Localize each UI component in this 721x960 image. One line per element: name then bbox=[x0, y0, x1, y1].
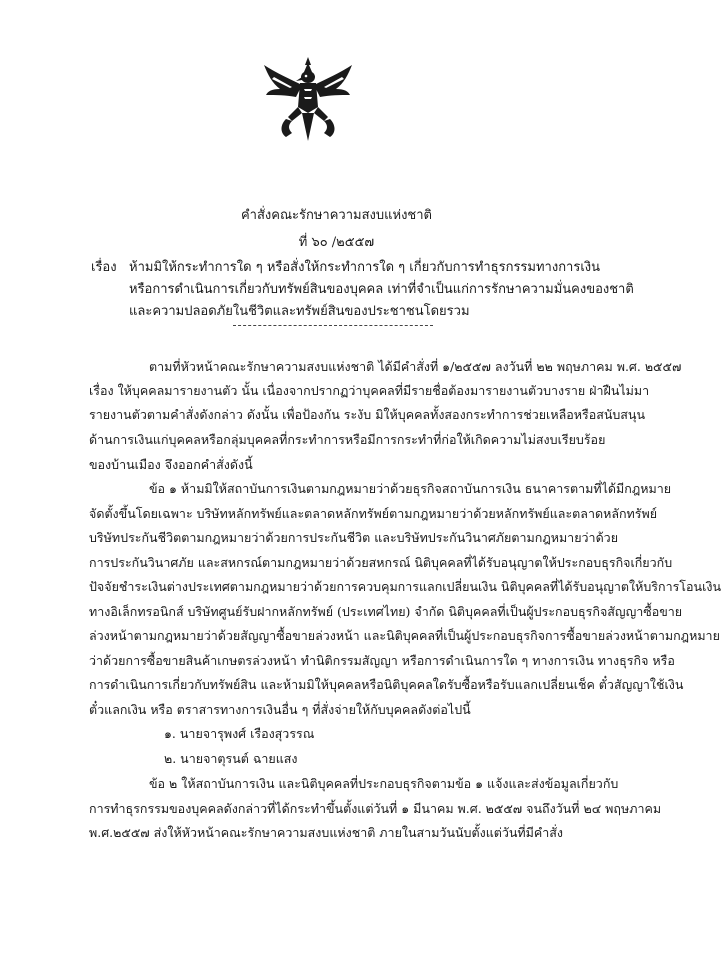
text-line: การประกันวินาศภัย และสหกรณ์ตามกฎหมายว่าด้วยสหกรณ์ นิติบุคคลที่ได้รับอนุญาตให้ประกอบธุรกิจเกี่ยวกับ bbox=[89, 555, 673, 570]
text-line: บริษัทประกันชีวิตตามกฎหมายว่าด้วยการประกันชีวิต และบริษัทประกันวินาศภัยตามกฎหมายว่าด้วย bbox=[89, 530, 619, 545]
text-line: ข้อ ๒ ให้สถาบันการเงิน และนิติบุคคลที่ประกอบธุรกิจตามข้อ ๑ แจ้งและส่งข้อมูลเกี่ยวกับ bbox=[149, 776, 619, 791]
text-line: ข้อ ๑ ห้ามมิให้สถาบันการเงินตามกฎหมายว่าด้วยธุรกิจสถาบันการเงิน ธนาคารตามที่ได้มีกฎหมาย bbox=[149, 481, 672, 496]
text-line: การทำธุรกรรมของบุคคลดังกล่าวที่ได้กระทำขึ้นตั้งแต่วันที่ ๑ มีนาคม พ.ศ. ๒๕๕๗ จนถึงวันที่ ๒๔ พฤษภาคม bbox=[89, 801, 662, 816]
text-line: การดำเนินการเกี่ยวกับทรัพย์สิน และห้ามมิให้บุคคลหรือนิติบุคคลใดรับซื้อหรือรับแลกเปลี่ยนเช็ค ตั๋วสัญญาใช้เงิน bbox=[89, 677, 684, 692]
subject-line: หรือการดำเนินการเกี่ยวกับทรัพย์สินของบุคคล เท่าที่จำเป็นแก่การรักษาความมั่นคงของชาติ bbox=[129, 282, 634, 297]
text-line: รายงานตัวตามคำสั่งดังกล่าว ดังนั้น เพื่อป้องกัน ระงับ มิให้บุคคลทั้งสองกระทำการช่วยเหลือหรือสนับสนุน bbox=[89, 407, 646, 422]
subject-text bbox=[129, 257, 634, 323]
text-line: ปัจจัยชำระเงินต่างประเทศตามกฎหมายว่าด้วยการควบคุมการแลกเปลี่ยนเงิน นิติบุคคลที่ได้รับอนุญาตให้บริการโอนเงิน bbox=[89, 579, 721, 594]
list-item: ๑. นายจารุพงศ์ เรืองสุวรรณ bbox=[164, 726, 315, 741]
text-line: ของบ้านเมือง จึงออกคำสั่งดังนี้ bbox=[89, 457, 253, 472]
text-line: พ.ศ.๒๕๕๗ ส่งให้หัวหน้าคณะรักษาความสงบแห่งชาติ ภายในสามวันนับตั้งแต่วันที่มีคำสั่ง bbox=[89, 825, 564, 840]
text-line: ว่าด้วยการซื้อขายสินค้าเกษตรล่วงหน้า ทำนิติกรรมสัญญา หรือการดำเนินการใด ๆ ทางการเงิน ทางธุรกิจ หรือ bbox=[89, 653, 675, 668]
order-title: คำสั่งคณะรักษาความสงบแห่งชาติ bbox=[240, 208, 432, 223]
order-number: ที่ ๖๐ /๒๕๕๗ bbox=[298, 235, 375, 250]
section-divider bbox=[233, 325, 433, 326]
garuda-emblem-icon bbox=[262, 55, 354, 145]
subject-line: และความปลอดภัยในชีวิตและทรัพย์สินของประชาชนโดยรวม bbox=[129, 304, 470, 319]
subject-line: ห้ามมิให้กระทำการใด ๆ หรือสั่งให้กระทำการใด ๆ เกี่ยวกับการทำธุรกรรมทางการเงิน bbox=[129, 260, 601, 275]
text-line: จัดตั้งขึ้นโดยเฉพาะ บริษัทหลักทรัพย์และตลาดหลักทรัพย์ตามกฎหมายว่าด้วยหลักทรัพย์และตลาดหลักทรัพย์ bbox=[89, 506, 658, 521]
text-line: เรื่อง ให้บุคคลมารายงานตัว นั้น เนื่องจากปรากฏว่าบุคคลที่มีรายชื่อต้องมารายงานตัวบางราย ฝ่าฝืนไม่มา bbox=[89, 383, 650, 398]
text-line: ทางอิเล็กทรอนิกส์ บริษัทศูนย์รับฝากหลักทรัพย์ (ประเทศไทย) จำกัด นิติบุคคลที่เป็นผู้ประกอบธุรกิจสัญญาซื้อขาย bbox=[89, 604, 683, 619]
text-line: ตามที่หัวหน้าคณะรักษาความสงบแห่งชาติ ได้มีคำสั่งที่ ๑/๒๕๕๗ ลงวันที่ ๒๒ พฤษภาคม พ.ศ. ๒๕๕๗ bbox=[149, 359, 682, 374]
list-item: ๒. นายจาตุรนต์ ฉายแสง bbox=[164, 751, 298, 766]
subject-label: เรื่อง bbox=[91, 260, 117, 275]
text-line: ตั๋วแลกเงิน หรือ ตราสารทางการเงินอื่น ๆ ที่สั่งจ่ายให้กับบุคคลดังต่อไปนี้ bbox=[89, 702, 471, 717]
text-line: ด้านการเงินแก่บุคคลหรือกลุ่มบุคคลที่กระทำการหรือมีการกระทำที่ก่อให้เกิดความไม่สงบเรียบร้อย bbox=[89, 432, 606, 447]
text-line: ล่วงหน้าตามกฎหมายว่าด้วยสัญญาซื้อขายล่วงหน้า และนิติบุคคลที่เป็นผู้ประกอบธุรกิจการซื้อขายล่วงหน้าตามกฎหมาย bbox=[89, 628, 720, 643]
